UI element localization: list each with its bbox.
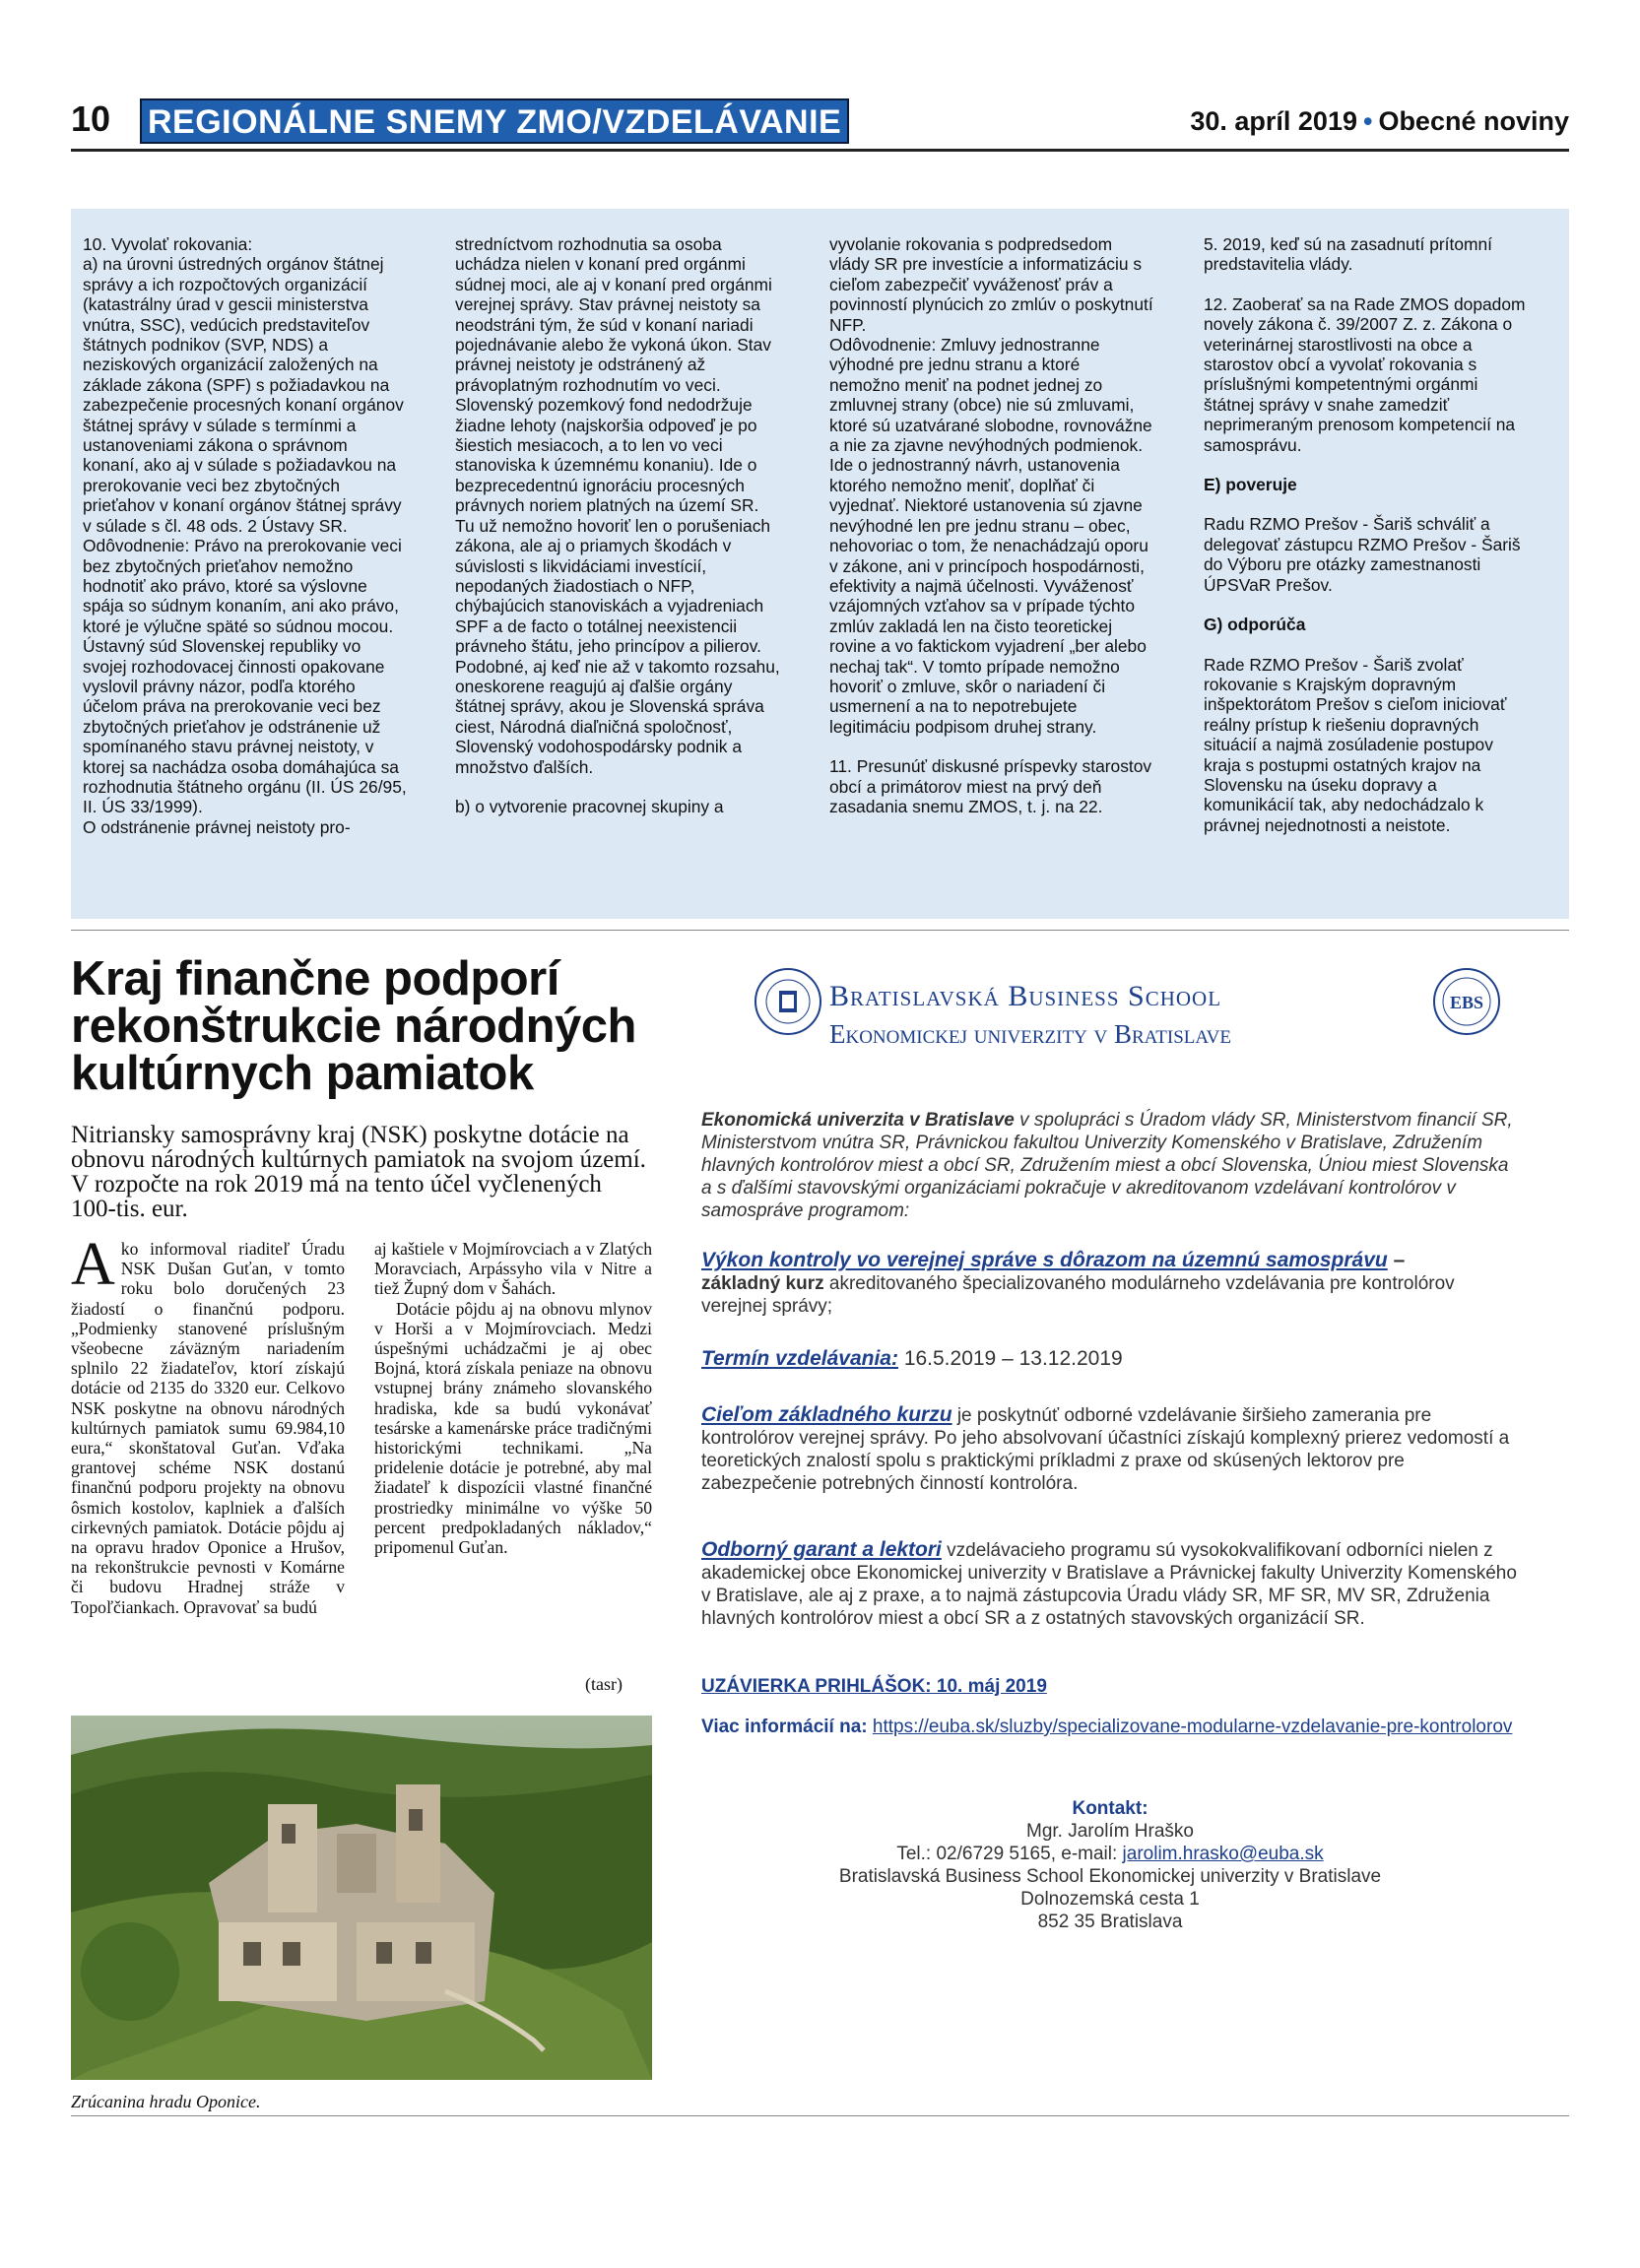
issue-date: 30. apríl 2019	[1190, 106, 1357, 136]
article-lede: Nitriansky samosprávny kraj (NSK) poskytne dotácie na obnovu národných kultúrnych pamiatok na svojom území. V rozpočte na rok 2019 má na tento účel vyčlenených 100-tis. eur.	[71, 1122, 646, 1222]
castle-ruin-photo	[71, 1716, 652, 2080]
drop-cap: A	[71, 1231, 115, 1298]
issue-info	[1190, 106, 1569, 137]
contact-org: Bratislavská Business School Ekonomickej univerzity v Bratislave	[838, 1866, 1382, 1887]
section-title: REGIONÁLNE SNEMY ZMO/VZDELÁVANIE	[140, 98, 849, 144]
program-desc	[701, 1272, 1519, 1318]
header-rule	[71, 149, 1569, 152]
guarantor-text: vzdelávacieho programu sú vysokokvalifikovaní odborníci nielen z akademickej obce Ekonomickej univerzity v Bratislave a Právnickej fakulty Univerzity Komenského v Bratislave, ale aj z praxe, a to najmä zástupcovia Úradu vlády SR, MF SR, MV SR, Združenia hlavných kontrolórov miest a obcí SR a z ostatných stavovských organizácií SR.	[701, 1540, 1517, 1629]
resolution-paragraph: 5. 2019, keď sú na zasadnutí prítomní predstavitelia vlády.	[1204, 234, 1492, 275]
resolution-paragraph: 10. Vyvolať rokovania: a) na úrovni ústredných orgánov štátnej správy a ich rozpočtových organizácií (katastrálny úrad v gescii ministerstva vnútra, SSC), vedúcich predstaviteľov štátnych podnikov (SVP, NDS) a neziskových organizácií založených na základe zákona (SPF) s požiadavkou na zabezpečenie procesných konaní orgánov štátnej správy v súlade s termínmi a ustanoveniami zákona o správnom konaní, ako aj v súlade s požiadavkou na prerokovanie veci bez zbytočných prieťahov v konaní orgánov štátnej správy v súlade s čl. 48 ods. 2 Ústavy SR. Odôvodnenie: Právo na prerokovanie veci bez zbytočných prieťahov nemožno hodnotiť ako právo, ktoré sa výslovne spája so súdnym konaním, ani ako právo, ktoré je výlučne späté so súdnou mocou. Ústavný súd Slovenskej republiky vo svojej rozhodovacej činnosti opakovane vyslovil právny názor, podľa ktorého účelom práva na prerokovanie veci bez zbytočných prieťahov je odstránenie už spomínaného stavu právnej neistoty, v ktorej sa nachádza osoba domáhajúca sa rozhodnutia štátneho orgánu (II. ÚS 26/95, II. ÚS 33/1999). O odstránenie právnej neistoty pro-	[83, 234, 407, 837]
ebs-badge-text: EBS	[1449, 993, 1484, 1012]
section-divider	[71, 930, 1569, 931]
article-text: ko informoval riaditeľ Úradu NSK Dušan Guťan, v tomto roku bolo doručených 23 žiadostí o finančnú podporu. „Podmienky stanovené príslušným všeobecne záväzným nariadením splnilo 22 žiadateľov, ktorí získajú dotácie od 2135 do 3320 eur. Celkovo NSK poskytne na obnovu národných kultúrnych pamiatok sumu 69.984,10 eura,“ skonštatoval Guťan. Vďaka grantovej schéme NSK dostanú finančnú podporu projekty na obnovu ôsmich kostolov, kaplniek a ďalších cirkevných pamiatok. Dotácie pôjdu aj na opravu hradov Oponice a Hrušov, na rekonštrukcie pevnosti v Komárne či budovu Hradnej stráže v Topoľčiankach. Opravovať sa budú	[71, 1239, 345, 1617]
resolution-paragraph: Rade RZMO Prešov - Šariš zvolať rokovanie s Krajským dopravným inšpektorátom Prešov s cieľom iniciovať reálny prístup k riešeniu dopravných situácií a najmä zosúladenie postupov kraja s postupmi ostatných krajov na Slovensku na úseku dopravy a komunikácií tak, aby nedochádzalo k právnej nejednotnosti a neistote.	[1204, 654, 1507, 835]
more-info-label: Viac informácií na:	[701, 1717, 868, 1737]
contact-city: 852 35 Bratislava	[1037, 1912, 1183, 1932]
goal-block	[701, 1403, 1519, 1495]
contact-email-link[interactable]: jarolim.hrasko@euba.sk	[1122, 1844, 1324, 1864]
contact-name: Mgr. Jarolím Hraško	[1026, 1821, 1194, 1842]
resolution-paragraph: b) o vytvorenie pracovnej skupiny a	[455, 796, 724, 816]
university-seal-icon	[754, 967, 822, 1036]
resolution-column-2	[455, 234, 780, 816]
ad-intro-text: v spolupráci s Úradom vlády SR, Ministerstvom financií SR, Ministerstvom vnútra SR, Právnickou fakultou Univerzity Komenského v Bratislave, Združením hlavných kontrolórov miest a obcí SR, Združením miest a obcí Slovenska, Úniou miest Slovenska a s ďalšími stavovskými organizáciami pokračuje v akreditovanom vzdelávaní kontrolórov v samospráve programom:	[701, 1110, 1513, 1221]
resolution-paragraph: 12. Zaoberať sa na Rade ZMOS dopadom novely zákona č. 39/2007 Z. z. Zákona o veterinárnej starostlivosti na obce a starostov obcí a vyvolať rokovania s príslušnými kompetentnými orgánmi štátnej správy v snahe zamedziť neprimeraným prenosom kompetencií na samosprávu.	[1204, 293, 1526, 455]
contact-label: Kontakt:	[1072, 1798, 1148, 1819]
article-column-2	[374, 1239, 652, 1557]
ad-intro	[701, 1109, 1519, 1222]
term-label: Termín vzdelávania:	[701, 1347, 898, 1370]
resolution-column-1	[83, 234, 408, 837]
resolution-paragraph: stredníctvom rozhodnutia sa osoba uchádza nielen v konaní pred orgánmi súdnej moci, ale aj v konaní pred orgánmi verejnej správy. Stav právnej neistoty sa neodstráni tým, že súd v konaní nariadi pojednávanie alebo že vykoná úkon. Stav právnej neistoty je odstránený až právoplatným rozhodnutím vo veci. Slovenský pozemkový fond nedodržuje žiadne lehoty (najskoršia odpoveď je po šiestich mesiacoch, a to len vo veci stanoviska k územnému konaniu). Ide o bezprecedentnú ignoráciu procesných právnych noriem platných na území SR. Tu už nemožno hovoriť len o porušeniach zákona, ale aj o priamych škodách v súvislosti s likvidáciami investícií, nepodaných žiadostiach o NFP, chýbajúcich stanoviskách a vyjadreniach SPF a de facto o totálnej neexistencii právneho štátu, jeho princípov a pilierov. Podobné, aj keď nie až v takomto rozsahu, oneskorene reagujú aj ďalšie orgány štátnej správy, akou je Slovenská správa ciest, Národná diaľničná spoločnosť, Slovenský vodohospodársky podnik a množstvo ďalších.	[455, 234, 780, 777]
contact-phone: Tel.: 02/6729 5165, e-mail:	[896, 1844, 1118, 1864]
article-paragraph: Dotácie pôjdu aj na obnovu mlynov v Horši a v Mojmírovciach. Medzi úspešnými uchádzačmi je aj obec Bojná, ktorá získala peniaze na obnovu vstupnej brány známeho slovanského hradiska, kde sa budú vykonávať tesárske a kamenárske práce tradičnými historickými technikami. „Na pridelenie dotácie je potrebné, aby mal žiadateľ k dispozícii vlastné finančné prostriedky minimálne vo výške 50 percent predpokladaných nákladov,“ pripomenul Guťan.	[374, 1298, 652, 1558]
castle-ruin-illustration	[71, 1716, 652, 2080]
school-name: Bratislavská Business School	[829, 980, 1222, 1012]
contact-line	[701, 1843, 1519, 1865]
term-value: 16.5.2019 – 13.12.2019	[903, 1347, 1123, 1370]
contact-street: Dolnozemská cesta 1	[1020, 1889, 1200, 1910]
article-source: (tasr)	[585, 1674, 623, 1694]
ad-intro-bold: Ekonomická univerzita v Bratislave	[701, 1110, 1015, 1131]
more-info	[701, 1716, 1519, 1738]
photo-caption: Zrúcanina hradu Oponice.	[71, 2092, 261, 2111]
program-block	[701, 1248, 1519, 1272]
resolution-column-4	[1204, 234, 1529, 835]
deadline: UZÁVIERKA PRIHLÁŠOK: 10. máj 2019	[701, 1676, 1047, 1697]
resolution-paragraph: 11. Presunúť diskusné príspevky starostov obcí a primátorov miest na prvý deň zasadania snemu ZMOS, t. j. na 22.	[829, 756, 1152, 816]
course-ad	[701, 1109, 1519, 1933]
resolution-paragraph: Radu RZMO Prešov - Šariš schváliť a delegovať zástupcu RZMO Prešov - Šariš do Výboru pre otázky zamestnanosti ÚPSVaR Prešov.	[1204, 514, 1521, 595]
school-subtitle: Ekonomickej univerzity v Bratislave	[829, 1019, 1231, 1049]
goal-text: je poskytnúť odborné vzdelávanie širšieho zamerania pre kontrolórov verejnej správy. Po jeho absolvovaní účastníci získajú komplexný prierez vedomostí a teoretických znalostí spolu s praktickými príkladmi z praxe od skúsených lektorov pre zabezpečenie potrebných činností kontrolóra.	[701, 1405, 1510, 1494]
article-column-1	[71, 1231, 345, 1617]
resolution-paragraph: vyvolanie rokovania s podpredsedom vlády SR pre investície a informatizáciu s cieľom zabezpečiť vyváženosť práv a povinností plynúcich zo zmlúv o poskytnutí NFP. Odôvodnenie: Zmluvy jednostranne výhodné pre jednu stranu a ktoré nemožno meniť na podnet jednej zo zmluvnej strany (obce) nie sú zmluvami, ktoré sú uzatvárané slobodne, rovnovážne a nie za zjavne nevýhodných podmienok. Ide o jednostranný návrh, ustanovenia ktorého nemožno meniť, doplňať či vyjednať. Niektoré ustanovenia sú zjavne nevýhodné len pre jednu stranu – obec, nehovoriac o tom, že nenachádzajú oporu v zákone, ani v princípoch hospodárnosti, efektivity a najmä účelnosti. Vyváženosť vzájomných vzťahov sa v prípade týchto zmlúv zakladá len na čisto teoretickej rovine a vo faktickom vyjadrení „ber alebo nechaj tak“. V tomto prípade nemožno hovoriť o zmluve, skôr o nariadení či usmernení a na to nepotrebujete legitimáciu podpisom druhej strany.	[829, 234, 1153, 737]
page-number: 10	[71, 98, 111, 139]
program-dash: –	[1387, 1249, 1406, 1271]
resolution-heading: E) poveruje	[1204, 475, 1297, 495]
article-paragraph	[71, 1231, 345, 1617]
guarantor-block	[701, 1538, 1519, 1630]
resolution-heading: G) odporúča	[1204, 615, 1306, 635]
resolution-column-3	[829, 234, 1154, 816]
program-desc-bold: základný kurz	[701, 1273, 824, 1294]
guarantor-label: Odborný garant a lektori	[701, 1538, 942, 1561]
bottom-divider	[71, 2115, 1569, 2116]
ebs-badge-icon	[1432, 967, 1501, 1036]
article-headline: Kraj finančne podporí rekonštrukcie národných kultúrnych pamiatok	[71, 952, 636, 1100]
term-block	[701, 1347, 1519, 1370]
publication-name: Obecné noviny	[1378, 106, 1569, 136]
separator-dot: •	[1362, 106, 1373, 136]
program-title: Výkon kontroly vo verejnej správe s dôrazom na územnú samosprávu	[701, 1249, 1388, 1271]
contact-block	[701, 1797, 1519, 1933]
program-desc-text: akreditovaného špecializovaného modulárneho vzdelávania pre kontrolórov verejnej správy;	[701, 1273, 1455, 1317]
goal-label: Cieľom základného kurzu	[701, 1403, 952, 1426]
more-info-link[interactable]: https://euba.sk/sluzby/specializovane-modularne-vzdelavanie-pre-kontrolorov	[872, 1717, 1513, 1737]
article-paragraph: aj kaštiele v Mojmírovciach a v Zlatých Moravciach, Arpássyho vila v Nitre a tiež Župný dom v Šahách.	[374, 1239, 652, 1299]
